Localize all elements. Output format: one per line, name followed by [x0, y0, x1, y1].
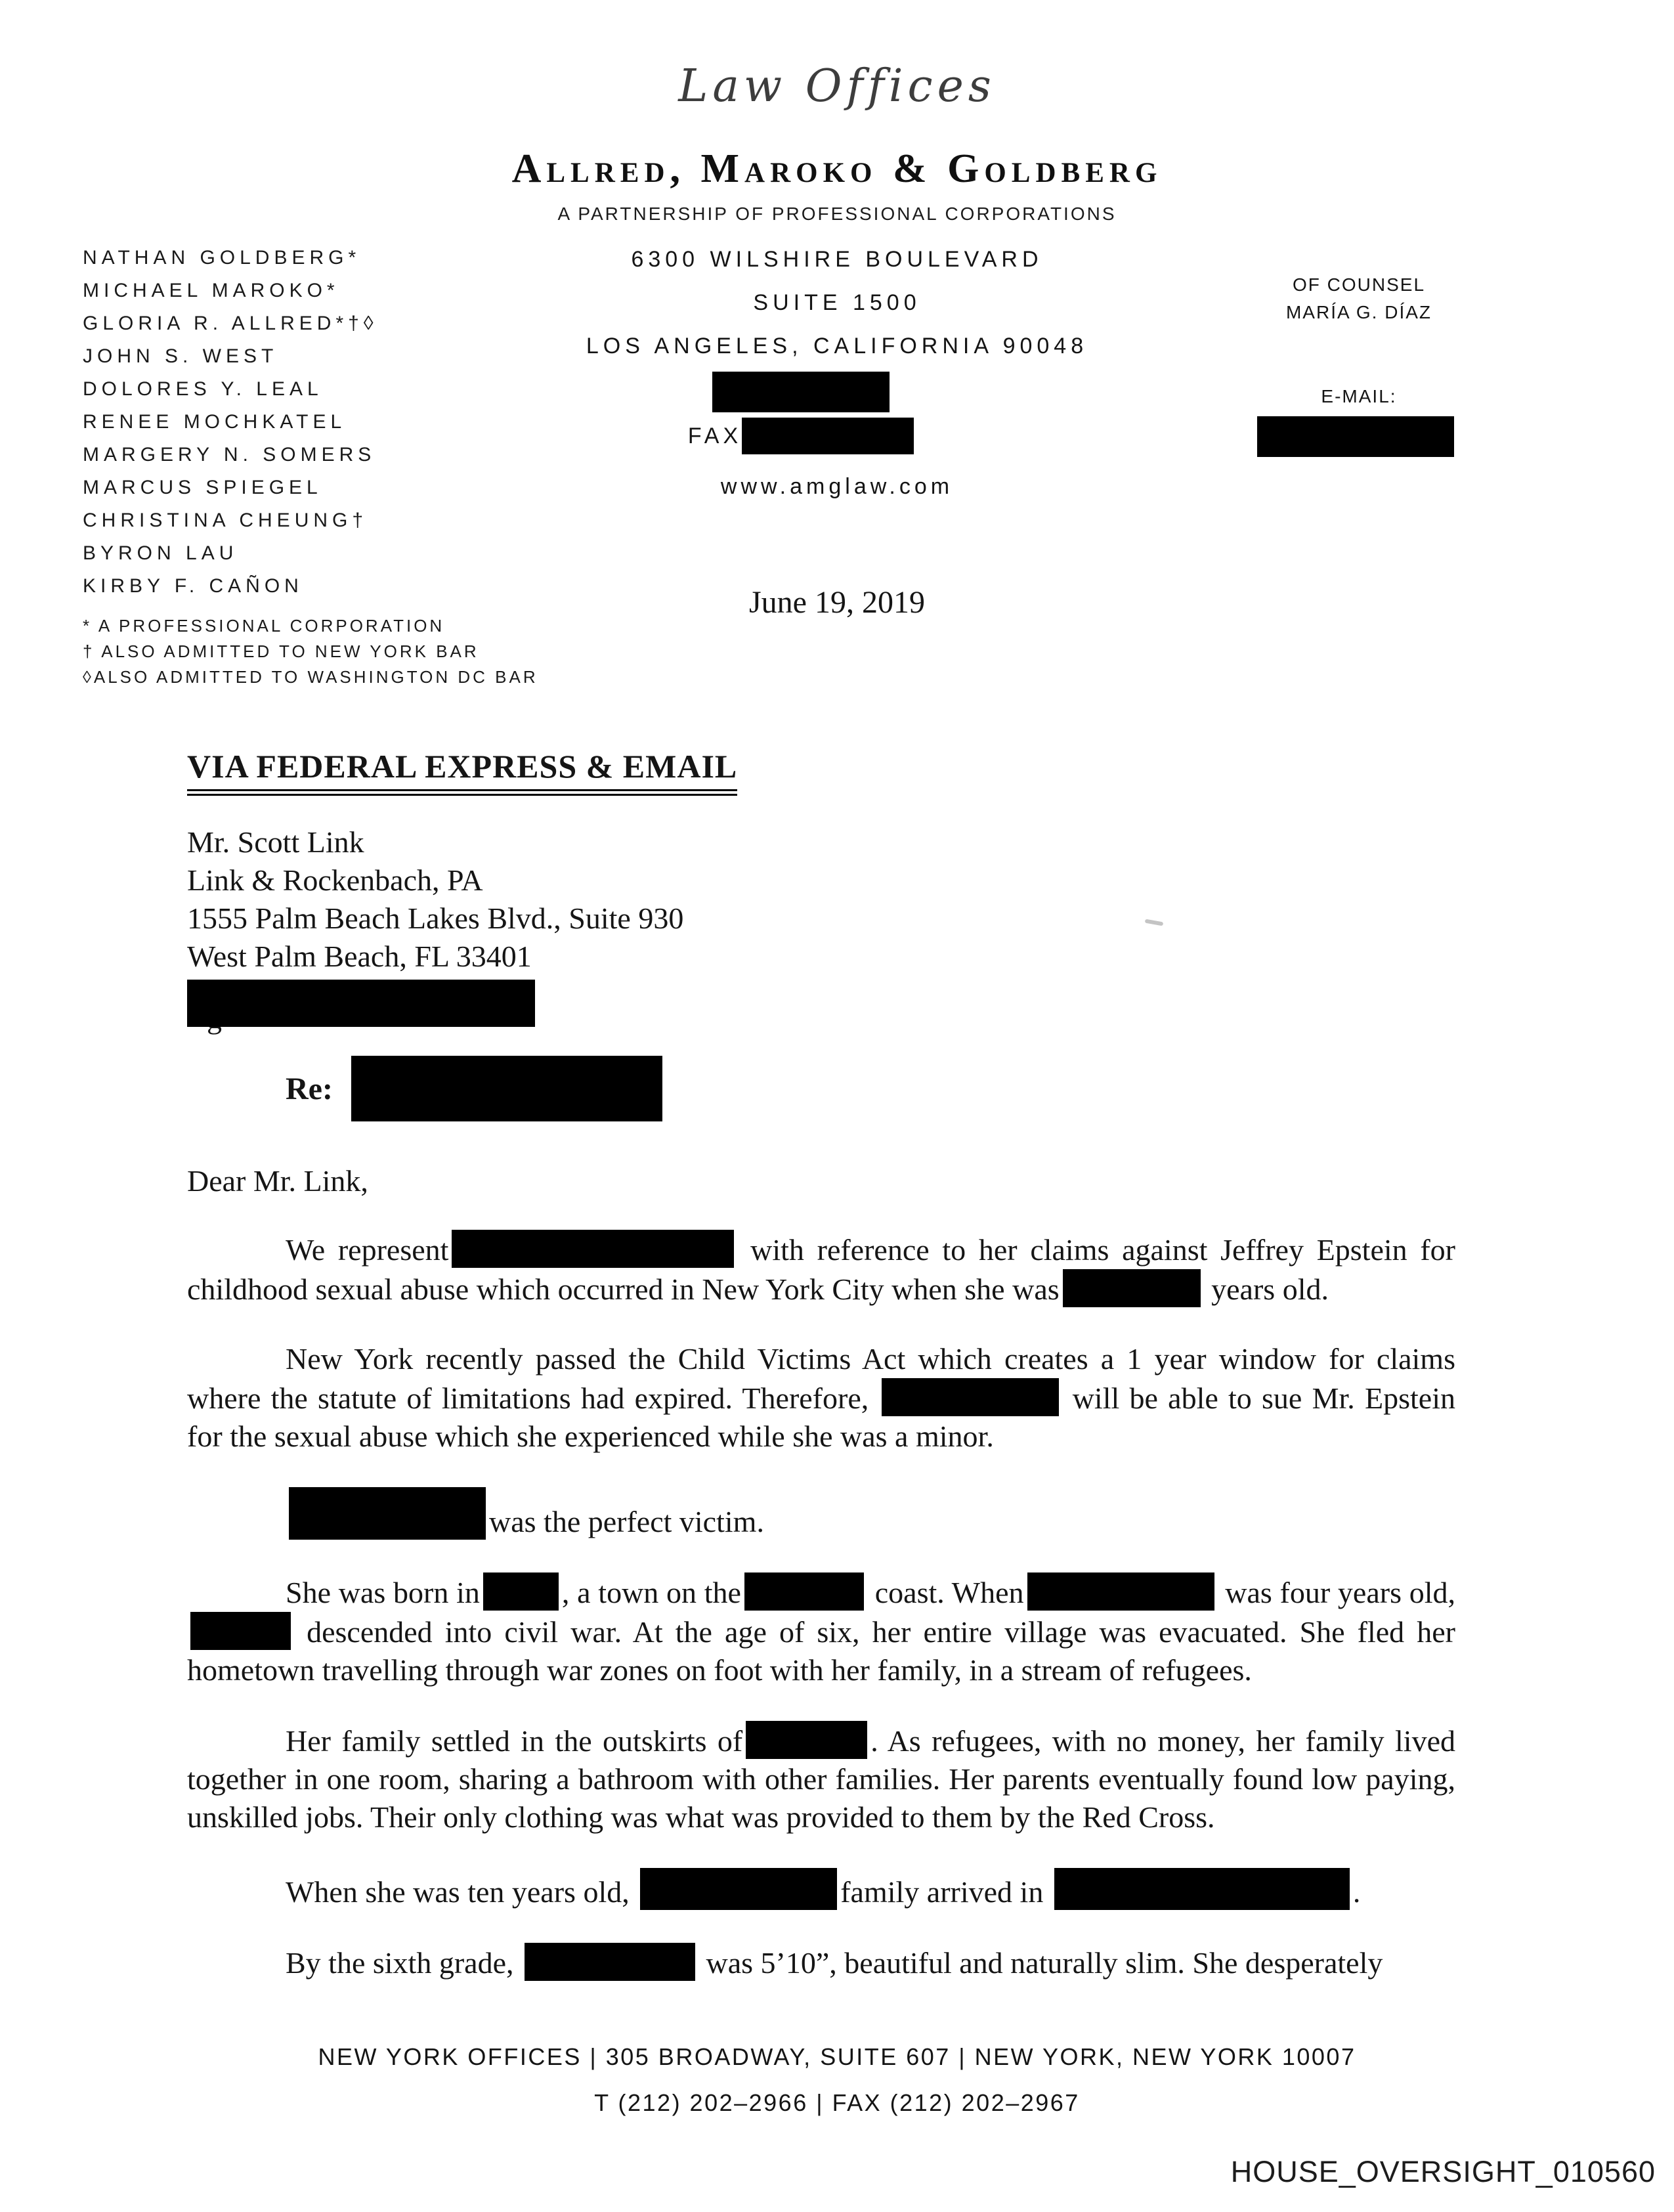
attorney-roster — [83, 242, 538, 690]
recipient-address-line: Mr. Scott Link — [187, 825, 364, 859]
re-label: Re: — [286, 1071, 333, 1106]
redaction-bar — [187, 980, 535, 1027]
recipient-address-line: West Palm Beach, FL 33401 — [187, 940, 532, 973]
body-paragraph: She was born in , a town on the coast. When was four years old, descended into civil war. At the age of six, her entire village was evacuated. She fled her hometown travelling through war zones on foot with her family, in a stream of refugees. — [187, 1572, 1455, 1689]
redaction-bar — [1063, 1269, 1201, 1307]
firm-name: Allred, Maroko & Goldberg — [511, 146, 1163, 191]
bar-admission-footnote: ◊ALSO ADMITTED TO WASHINGTON DC BAR — [83, 667, 538, 687]
recipient-address-line: 1555 Palm Beach Lakes Blvd., Suite 930 — [187, 901, 684, 935]
attorney-name: MICHAEL MAROKO* — [83, 280, 339, 301]
attorney-name: BYRON LAU — [83, 542, 238, 564]
attorney-name: GLORIA R. ALLRED*†◊ — [83, 313, 378, 334]
redaction-bar — [744, 1572, 864, 1611]
of-counsel-name: MARÍA G. DÍAZ — [1285, 302, 1432, 322]
attorney-name: CHRISTINA CHEUNG† — [83, 510, 368, 531]
letterhead-script-title: Law Offices — [678, 60, 996, 112]
redaction-bar — [525, 1943, 695, 1981]
body-paragraph: was the perfect victim. — [187, 1487, 1455, 1541]
bates-number: HOUSE_OVERSIGHT_010560 — [1230, 2155, 1656, 2188]
delivery-method-heading: VIA FEDERAL EXPRESS & EMAIL — [187, 747, 737, 796]
re-subject-redaction-bar — [351, 1056, 662, 1121]
address-line: LOS ANGELES, CALIFORNIA 90048 — [586, 334, 1088, 358]
bar-admission-footnote: * A PROFESSIONAL CORPORATION — [83, 616, 445, 636]
of-counsel-block — [1257, 274, 1461, 457]
body-paragraph: Her family settled in the outskirts of . As refugees, with no money, her family lived together in one room, sharing a bathroom with other families. Her parents eventually found low paying, unskilled jobs. Their only clothing was what was provided to them by the Red Cross. — [187, 1721, 1455, 1836]
phone-redaction-bar — [712, 372, 890, 412]
attorney-name: MARCUS SPIEGEL — [83, 477, 322, 498]
redaction-bar — [483, 1572, 559, 1611]
redaction-bar — [1054, 1868, 1350, 1910]
attorney-name: KIRBY F. CAÑON — [83, 575, 303, 597]
letter-body — [187, 1230, 1455, 1982]
bar-admission-footnote: † ALSO ADMITTED TO NEW YORK BAR — [83, 641, 479, 661]
firm-address-block — [555, 238, 1119, 500]
redaction-bar — [882, 1378, 1059, 1416]
re-line — [286, 1056, 1455, 1121]
address-line: 6300 WILSHIRE BOULEVARD — [631, 247, 1043, 272]
recipient-email-redaction — [187, 980, 535, 1027]
redaction-bar — [746, 1721, 867, 1759]
attorney-name: JOHN S. WEST — [83, 345, 278, 367]
body-paragraph: When she was ten years old, family arrived in . — [187, 1868, 1455, 1911]
salutation: Dear Mr. Link, — [187, 1164, 368, 1198]
redaction-bar — [190, 1612, 291, 1650]
attorney-name: RENEE MOCHKATEL — [83, 411, 347, 433]
email-label: E-MAIL: — [1321, 386, 1397, 406]
ny-office-footer — [0, 2034, 1674, 2126]
body-paragraph: We represent with reference to her claims against Jeffrey Epstein for childhood sexual abuse which occurred in New York City when she was years old. — [187, 1230, 1455, 1309]
phone-row — [519, 372, 1083, 412]
fax-label: FAX — [687, 423, 742, 448]
footnote-list — [83, 613, 538, 690]
footer-line: T (212) 202–2966 | FAX (212) 202–2967 — [594, 2089, 1080, 2116]
body-paragraph: New York recently passed the Child Victims Act which creates a 1 year window for claims where the statute of limitations had expired. Therefore, will be able to sue Mr. Epstein for the sexual abuse which she experienced while she was a minor. — [187, 1342, 1455, 1453]
redaction-bar — [289, 1487, 486, 1540]
redaction-bar — [452, 1230, 734, 1268]
redaction-bar — [1027, 1572, 1214, 1611]
attorney-name: DOLORES Y. LEAL — [83, 378, 323, 400]
body-paragraph: By the sixth grade, was 5’10”, beautiful and naturally slim. She desperately — [187, 1943, 1455, 1982]
firm-website: www.amglaw.com — [720, 474, 954, 499]
redaction-bar — [640, 1868, 837, 1910]
attorney-list — [83, 242, 503, 603]
fax-redaction-bar — [742, 418, 914, 454]
email-redaction-bar — [1257, 416, 1454, 457]
attorney-name: NATHAN GOLDBERG* — [83, 247, 361, 269]
address-line: SUITE 1500 — [753, 290, 921, 315]
attorney-name: MARGERY N. SOMERS — [83, 444, 376, 466]
of-counsel-label: OF COUNSEL — [1292, 274, 1426, 295]
footer-line: NEW YORK OFFICES | 305 BROADWAY, SUITE 607 | NEW YORK, NEW YORK 10007 — [318, 2043, 1356, 2070]
letter-content — [187, 747, 1455, 1982]
recipient-address-line: Link & Rockenbach, PA — [187, 863, 483, 897]
recipient-address — [187, 823, 1455, 976]
firm-tagline: A PARTNERSHIP OF PROFESSIONAL CORPORATIONS — [557, 204, 1117, 224]
fax-row — [519, 418, 1083, 454]
letter-date: June 19, 2019 — [749, 585, 925, 620]
address-lines — [555, 238, 1119, 368]
